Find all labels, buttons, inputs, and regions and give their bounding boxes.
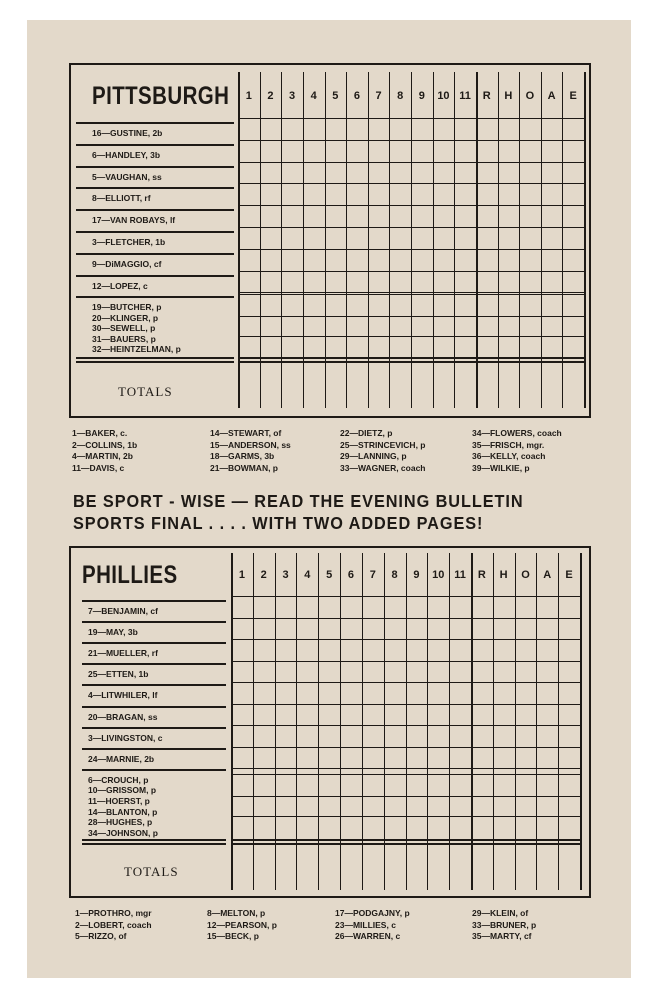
inning-column-header: 8: [391, 569, 398, 581]
roster-entry: 4—MARTIN, 2b: [72, 451, 133, 461]
inning-column-header: 5: [332, 90, 339, 102]
lineup-player: 17—VAN ROBAYS, lf: [92, 215, 176, 226]
pitcher-name: 6—CROUCH, p: [88, 774, 149, 785]
roster-entry: 34—FLOWERS, coach: [472, 428, 562, 438]
roster-entry: 26—WARREN, c: [335, 931, 401, 941]
lineup-divider: [82, 642, 226, 644]
inning-column-header: R: [477, 569, 486, 581]
inning-column-header: 10: [432, 569, 445, 581]
roster-entry: 39—WILKIE, p: [472, 462, 530, 473]
lineup-divider: [76, 144, 234, 146]
pitcher-name: 30—SEWELL, p: [92, 323, 156, 334]
lineup-divider: [76, 253, 234, 255]
lineup-divider: [76, 231, 234, 233]
inning-column-header: 8: [397, 90, 404, 102]
roster-entry: 33—WAGNER, coach: [340, 462, 426, 473]
roster-entry: 35—FRISCH, mgr.: [472, 439, 545, 450]
roster-entry: 35—MARTY, cf: [472, 931, 532, 941]
grid-row-line: [231, 816, 580, 817]
totals-divider: [76, 357, 234, 359]
roster-entry: 18—GARMS, 3b: [210, 451, 275, 461]
inning-column-header: 1: [245, 90, 252, 102]
inning-column-header: 9: [413, 569, 420, 581]
lineup-divider: [82, 663, 226, 665]
grid-row-line: [238, 249, 584, 250]
inning-column-header: 4: [304, 569, 311, 581]
grid-row-line: [231, 639, 580, 640]
inning-column-header: A: [543, 569, 552, 581]
lineup-divider: [76, 122, 234, 124]
pitcher-name: 32—HEINTZELMAN, p: [92, 344, 181, 354]
lineup-player: 16—GUSTINE, 2b: [92, 128, 163, 138]
inning-column-header: 3: [289, 90, 296, 102]
roster-entry: 2—LOBERT, coach: [75, 919, 152, 930]
totals-divider: [82, 839, 226, 841]
lineup-player: 24—MARNIE, 2b: [88, 753, 155, 764]
lineup-divider: [76, 166, 234, 168]
grid-row-line: [238, 316, 584, 317]
lineup-divider: [76, 209, 234, 211]
lineup-divider: [82, 600, 226, 602]
lineup-divider: [82, 621, 226, 623]
inning-column-header: 9: [418, 90, 425, 102]
lineup-player: 3—LIVINGSTON, c: [88, 732, 163, 743]
inning-column-header: 7: [369, 569, 376, 581]
lineup-divider: [76, 275, 234, 277]
roster-entry: 15—BECK, p: [207, 931, 259, 941]
pitcher-name: 10—GRISSOM, p: [88, 785, 157, 796]
roster-entry: 23—MILLIES, c: [335, 919, 396, 930]
pitcher-name: 11—HOERST, p: [88, 796, 150, 806]
roster-entry: 5—RIZZO, of: [75, 931, 127, 941]
lineup-player: 21—MUELLER, rf: [88, 648, 158, 659]
grid-row-line: [238, 294, 584, 295]
roster-entry: 17—PODGAJNY, p: [335, 908, 410, 918]
inning-column-header: 5: [326, 569, 333, 581]
grid-column-line: [584, 72, 586, 408]
grid-row-line: [238, 140, 584, 141]
lineup-player: 12—LOPEZ, c: [92, 280, 148, 291]
roster-entry: 14—STEWART, of: [210, 428, 282, 438]
slogan-line-2: SPORTS FINAL . . . . WITH TWO ADDED PAGES!: [73, 513, 484, 533]
roster-entry: 1—BAKER, c.: [72, 428, 128, 438]
grid-row-line: [238, 118, 584, 119]
lineup-player: 6—HANDLEY, 3b: [92, 149, 161, 160]
totals-divider: [76, 361, 234, 363]
inning-column-header: O: [521, 569, 530, 581]
lineup-player: 8—ELLIOTT, rf: [92, 193, 151, 204]
lineup-divider: [82, 727, 226, 729]
inning-column-header: 11: [459, 90, 471, 102]
pitcher-name: 19—BUTCHER, p: [92, 302, 162, 313]
lineup-player: 20—BRAGAN, ss: [88, 711, 158, 722]
lineup-player: 5—VAUGHAN, ss: [92, 171, 162, 182]
lineup-player: 4—LITWHILER, lf: [88, 690, 158, 701]
roster-entry: 29—LANNING, p: [340, 451, 407, 461]
grid-row-line: [238, 183, 584, 184]
grid-totals-line: [231, 839, 580, 841]
inning-column-header: 3: [282, 569, 289, 581]
pittsburgh-totals-label: TOTALS: [118, 384, 173, 399]
pittsburgh-team-name: PITTSBURGH: [92, 82, 230, 110]
grid-row-line: [238, 271, 584, 272]
inning-column-header: 2: [267, 90, 274, 102]
inning-column-header: A: [547, 90, 556, 102]
grid-row-line: [231, 768, 580, 769]
inning-column-header: E: [569, 90, 577, 102]
grid-row-line: [231, 596, 580, 597]
grid-totals-line: [238, 357, 584, 359]
lineup-player: 9—DiMAGGIO, cf: [92, 258, 162, 269]
lineup-divider: [76, 187, 234, 189]
roster-entry: 2—COLLINS, 1b: [72, 439, 138, 450]
inning-column-header: O: [525, 90, 535, 102]
roster-entry: 33—BRUNER, p: [472, 919, 537, 930]
roster-entry: 36—KELLY, coach: [472, 451, 546, 461]
inning-column-header: 11: [454, 569, 466, 581]
roster-entry: 12—PEARSON, p: [207, 919, 277, 930]
inning-column-header: 10: [437, 90, 450, 102]
lineup-divider: [82, 769, 226, 771]
pitcher-name: 14—BLANTON, p: [88, 806, 158, 817]
lineup-player: 3—FLETCHER, 1b: [92, 237, 166, 247]
inning-column-header: 6: [353, 90, 360, 102]
inning-column-header: 4: [310, 90, 317, 102]
grid-row-line: [231, 774, 580, 775]
grid-row-line: [238, 162, 584, 163]
roster-entry: 15—ANDERSON, ss: [210, 439, 291, 450]
roster-entry: 22—DIETZ, p: [340, 428, 393, 438]
grid-totals-line: [231, 843, 580, 845]
grid-row-line: [238, 336, 584, 337]
grid-row-line: [231, 618, 580, 619]
grid-row-line: [231, 661, 580, 662]
grid-row-line: [231, 682, 580, 683]
inning-column-header: R: [482, 90, 491, 102]
pitcher-name: 28—HUGHES, p: [88, 817, 153, 828]
grid-row-line: [238, 227, 584, 228]
inning-column-header: 7: [375, 90, 382, 102]
pitcher-name: 20—KLINGER, p: [92, 312, 159, 323]
grid-row-line: [231, 747, 580, 748]
roster-entry: 21—BOWMAN, p: [210, 462, 278, 473]
roster-entry: 29—KLEIN, of: [472, 908, 529, 918]
roster-entry: 11—DAVIS, c: [72, 462, 125, 473]
slogan-line-1: BE SPORT - WISE — READ THE EVENING BULLETIN: [73, 491, 524, 511]
inning-column-header: 1: [238, 569, 245, 581]
lineup-divider: [82, 706, 226, 708]
grid-row-line: [231, 796, 580, 797]
inning-column-header: 6: [347, 569, 355, 581]
pitcher-name: 31—BAUERS, p: [92, 333, 156, 344]
inning-column-header: E: [565, 569, 573, 581]
grid-row-line: [231, 725, 580, 726]
roster-entry: 8—MELTON, p: [207, 908, 266, 918]
pitcher-name: 34—JOHNSON, p: [88, 827, 158, 838]
inning-column-header: 2: [260, 569, 267, 581]
phillies-totals-label: TOTALS: [124, 864, 179, 879]
grid-row-line: [231, 704, 580, 705]
grid-totals-line: [238, 361, 584, 363]
inning-column-header: H: [504, 90, 513, 102]
phillies-team-name: PHILLIES: [82, 561, 178, 589]
grid-column-line: [580, 553, 582, 890]
roster-entry: 25—STRINCEVICH, p: [340, 439, 426, 450]
totals-divider: [82, 843, 226, 845]
phillies-scorebox: [69, 546, 591, 898]
lineup-divider: [76, 296, 234, 298]
roster-entry: 1—PROTHRO, mgr: [75, 908, 152, 918]
lineup-divider: [82, 748, 226, 750]
inning-column-header: H: [499, 569, 508, 581]
lineup-divider: [82, 684, 226, 686]
lineup-player: 19—MAY, 3b: [88, 627, 138, 638]
grid-row-line: [238, 205, 584, 206]
lineup-player: 7—BENJAMIN, cf: [88, 606, 158, 616]
lineup-player: 25—ETTEN, 1b: [88, 669, 149, 680]
